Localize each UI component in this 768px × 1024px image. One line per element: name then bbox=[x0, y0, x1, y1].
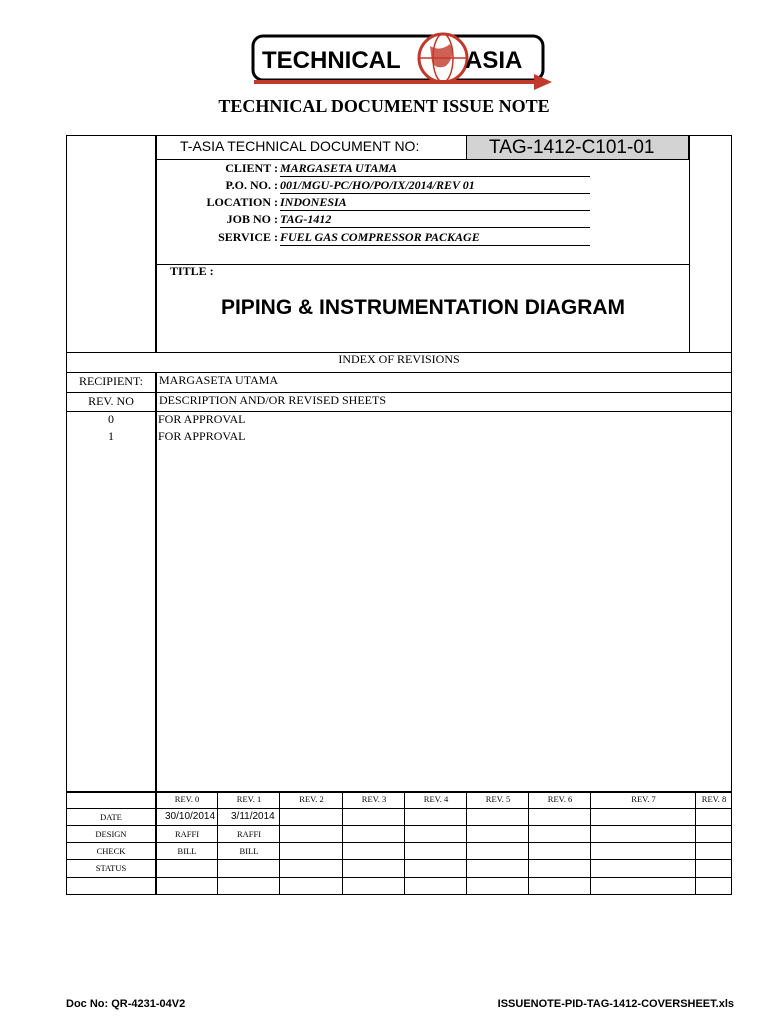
date-value: 30/10/2014 bbox=[165, 811, 216, 822]
rev-column-header: REV. 8 bbox=[701, 794, 727, 804]
info-label: LOCATION : bbox=[206, 195, 278, 209]
document-number-value: TAG-1412-C101-01 bbox=[466, 136, 689, 159]
rev-column-header: REV. 6 bbox=[547, 794, 573, 804]
logo-left-text: TECHNICAL bbox=[262, 47, 401, 74]
revision-number: 0 bbox=[108, 412, 114, 426]
document-number-label: T-ASIA TECHNICAL DOCUMENT NO: bbox=[180, 138, 420, 154]
document-title: PIPING & INSTRUMENTATION DIAGRAM bbox=[220, 296, 626, 319]
company-logo bbox=[250, 22, 555, 92]
logo-right-text: ASIA bbox=[465, 47, 523, 74]
title-label: TITLE : bbox=[170, 264, 214, 278]
revision-number: 1 bbox=[108, 429, 114, 443]
rev-column-header: REV. 1 bbox=[236, 794, 262, 804]
recipient-label: RECIPIENT: bbox=[78, 374, 144, 388]
info-value: FUEL GAS COMPRESSOR PACKAGE bbox=[280, 230, 590, 246]
arrow-icon bbox=[534, 74, 552, 90]
info-row-job bbox=[156, 212, 590, 229]
rev-column-header: REV. 7 bbox=[631, 794, 656, 804]
info-value: INDONESIA bbox=[280, 195, 590, 211]
check-value: BILL bbox=[177, 846, 197, 856]
rev-column-header: REV. 0 bbox=[174, 794, 200, 804]
info-row-client bbox=[156, 161, 590, 178]
design-value: RAFFI bbox=[236, 829, 262, 839]
rev-column-header: REV. 5 bbox=[485, 794, 511, 804]
info-value: MARGASETA UTAMA bbox=[280, 161, 590, 177]
document-heading: TECHNICAL DOCUMENT ISSUE NOTE bbox=[218, 96, 550, 116]
rev-no-header: REV. NO bbox=[88, 394, 134, 408]
revision-description: FOR APPROVAL bbox=[158, 412, 246, 426]
info-row-service bbox=[156, 230, 590, 247]
description-header: DESCRIPTION AND/OR REVISED SHEETS bbox=[159, 393, 387, 407]
info-row-po bbox=[156, 178, 590, 195]
check-value: BILL bbox=[239, 846, 259, 856]
info-value: TAG-1412 bbox=[280, 212, 590, 228]
row-label-date: DATE bbox=[100, 812, 122, 822]
row-label-check: CHECK bbox=[96, 846, 126, 856]
footer-doc-number: Doc No: QR-4231-04V2 bbox=[66, 998, 186, 1010]
row-label-design: DESIGN bbox=[95, 829, 127, 839]
info-row-location bbox=[156, 195, 590, 212]
rev-column-header: REV. 4 bbox=[423, 794, 449, 804]
info-label: P.O. NO. : bbox=[225, 178, 278, 192]
index-of-revisions-title: INDEX OF REVISIONS bbox=[338, 352, 460, 366]
footer-file-name: ISSUENOTE-PID-TAG-1412-COVERSHEET.xls bbox=[497, 998, 734, 1010]
row-label-status: STATUS bbox=[95, 863, 127, 873]
date-value: 3/11/2014 bbox=[231, 811, 275, 822]
info-label: CLIENT : bbox=[225, 161, 278, 175]
info-label: JOB NO : bbox=[226, 212, 278, 226]
info-value: 001/MGU-PC/HO/PO/IX/2014/REV 01 bbox=[280, 178, 590, 194]
revision-description: FOR APPROVAL bbox=[158, 429, 246, 443]
rev-column-header: REV. 3 bbox=[361, 794, 387, 804]
info-label: SERVICE : bbox=[218, 230, 278, 244]
recipient-value: MARGASETA UTAMA bbox=[159, 373, 279, 387]
rev-column-header: REV. 2 bbox=[299, 794, 324, 804]
document-frame bbox=[66, 135, 732, 895]
design-value: RAFFI bbox=[174, 829, 200, 839]
